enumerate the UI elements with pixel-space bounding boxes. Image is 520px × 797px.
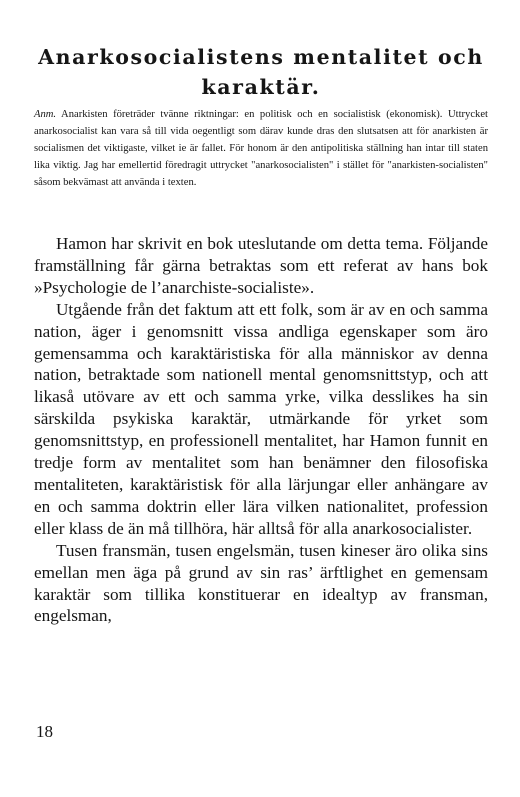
paragraph-3: Tusen fransmän, tusen engelsmän, tusen kineser äro olika sins emellan men äga på grund av sin ras’ ärftlighet en gemensam karaktär som tillika konstituerar en idealtyp av fransman, engelsman, (34, 540, 488, 626)
chapter-title-line-1: Anarkosocialistens mentalitet och (38, 45, 484, 69)
note-text: Anarkisten företräder tvänne riktningar: en politisk och en socialistisk (ekonomisk). Uttrycket anarkosocialist kan vara så till vida oegentligt som därav kunde dras den slutsatsen att för anarkisten är socialismen det viktigaste, vilket ie är fallet. För honom är den antipolitiska ställning han intar till staten lika viktig. Jag har emellertid föredragit uttrycket "anarkosocialisten" i stället för "anarkisten-socialisten" såsom bekvämast att använda i texten. (34, 109, 488, 189)
chapter-title (34, 42, 488, 102)
paragraph-1: Hamon har skrivit en bok uteslutande om detta tema. Följande framställning får gärna betraktas som ett referat av hans bok »Psychologie de l’anarchiste-socialiste». (34, 234, 488, 297)
page-number: 18 (36, 722, 53, 741)
note-label: Anm. (34, 109, 57, 120)
body-text (34, 233, 488, 627)
paragraph-2: Utgående från det faktum att ett folk, som är av en och samma nation, äger i genomsnitt vissa andliga egenskaper som äro gemensamma och karaktäristiska för alla människor av denna nation, betraktade som nationell mental genomsnittstyp, och att likaså utövare av ett och samma yrke, vilka desslikes ha sin särskilda psykiska karaktär, utmärkande för yrket som genomsnittstyp, en professionell mentalitet, har Hamon funnit en tredje form av mentalitet som han benämner den filosofiska mentaliteten, karaktäristisk för alla lärjungar eller anhängare av en och samma doktrin eller lära vilken nationalitet, profession eller klass de än må tillhöra, här alltså för alla anarkosocialister. (34, 299, 488, 538)
chapter-title-line-2: karaktär. (201, 75, 321, 99)
author-note (34, 106, 488, 191)
book-page (34, 0, 488, 797)
